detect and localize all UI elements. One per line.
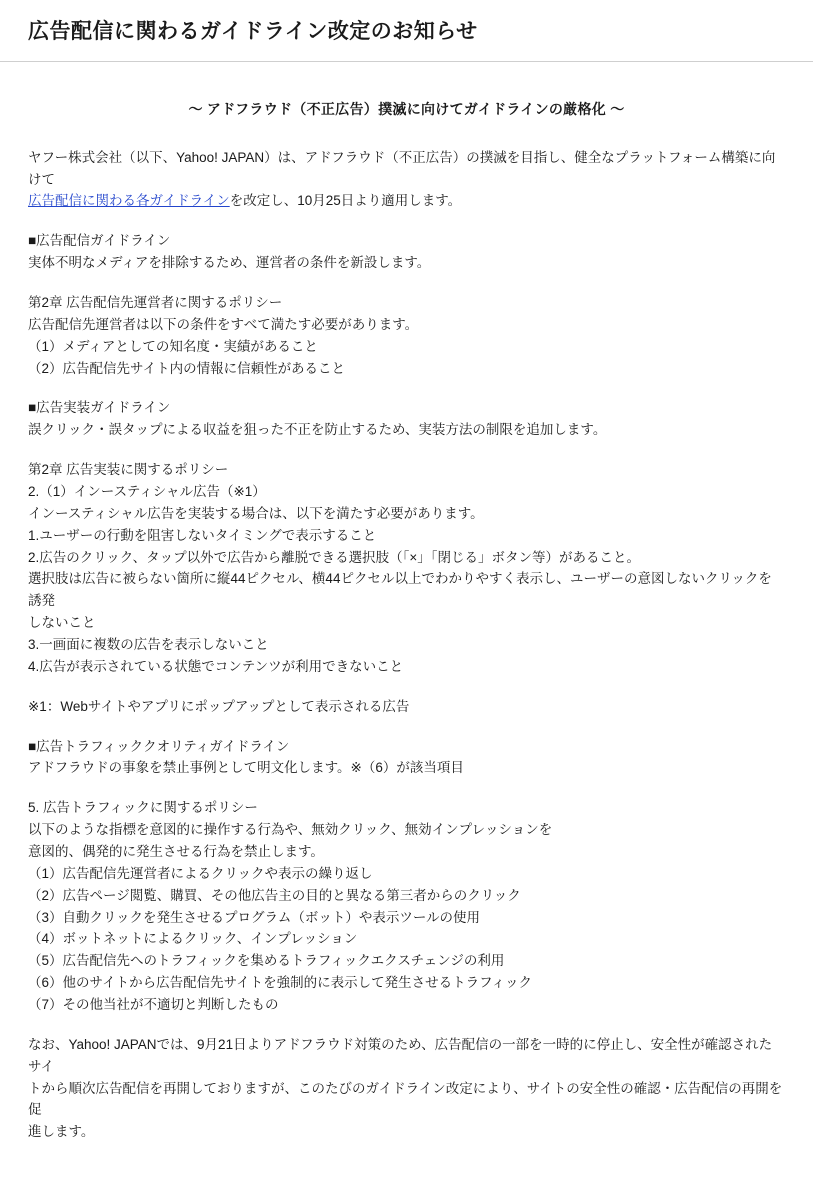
section-line: 広告配信先運営者は以下の条件をすべて満たす必要があります。 xyxy=(28,316,419,332)
section-line: 2.広告のクリック、タップ以外で広告から離脱できる選択肢（「×」「閉じる」ボタン等）があること。 xyxy=(28,549,641,565)
section-line: しないこと xyxy=(28,615,96,631)
section-line: 実体不明なメディアを排除するため、運営者の条件を新設します。 xyxy=(28,255,431,271)
section-heading: ■広告配信ガイドライン xyxy=(28,233,171,249)
section-line: （4）ボットネットによるクリック、インプレッション xyxy=(28,931,358,947)
section-line: 1.ユーザーの行動を阻害しないタイミングで表示すること xyxy=(28,527,377,543)
section-line: 4.広告が表示されている状態でコンテンツが利用できないこと xyxy=(28,658,404,674)
section-heading: 第2章 広告実装に関するポリシー xyxy=(28,462,229,478)
section-heading: 第2章 広告配信先運営者に関するポリシー xyxy=(28,294,283,310)
section-heading: 5. 広告トラフィックに関するポリシー xyxy=(28,800,258,816)
section-line: （2）広告配信先サイト内の情報に信頼性があること xyxy=(28,360,346,376)
section-line: （2）広告ページ閲覧、購買、その他広告主の目的と異なる第三者からのクリック xyxy=(28,887,521,903)
closing-paragraph xyxy=(28,1034,785,1143)
section-line: （1）広告配信先運営者によるクリックや表示の繰り返し xyxy=(28,865,373,881)
document-subtitle: ～ アドフラウド（不正広告）撲滅に向けてガイドラインの厳格化 ～ xyxy=(188,101,625,118)
footnote-interstitial xyxy=(28,696,785,718)
section-traffic-quality-guideline xyxy=(28,736,785,780)
section-line: 2.（1）インースティシャル広告（※1） xyxy=(28,484,266,499)
section-ad-delivery-guideline xyxy=(28,230,785,274)
intro-line-1: ヤフー株式会社（以下、Yahoo! JAPAN）は、アドフラウド（不正広告）の撲滅を目指し、健全なプラットフォーム構築に向けて xyxy=(28,149,776,187)
section-line: 誤クリック・誤タップによる収益を狙った不正を防止するため、実装方法の制限を追加します。 xyxy=(28,422,607,438)
footnote-text: ※1：Webサイトやアプリにポップアップとして表示される広告 xyxy=(28,698,410,714)
document-body xyxy=(0,62,813,1191)
intro-line-2 xyxy=(28,190,785,212)
section-traffic-policy xyxy=(28,797,785,1016)
closing-line: 進します。 xyxy=(28,1124,95,1140)
section-line: （6）他のサイトから広告配信先サイトを強制的に表示して発生させるトラフィック xyxy=(28,975,533,991)
closing-line: トから順次広告配信を再開しておりますが、このたびのガイドライン改定により、サイトの安全性の確認・広告配信の再開を促 xyxy=(28,1080,783,1118)
intro-line-2-tail: を改定し、10月25日より適用します。 xyxy=(229,193,462,209)
section-line: （3）自動クリックを発生させるプログラム（ボット）や表示ツールの使用 xyxy=(28,909,481,925)
section-line: （7）その他当社が不適切と判断したもの xyxy=(28,997,279,1013)
section-ad-implementation-guideline xyxy=(28,397,785,441)
section-heading: ■広告トラフィッククオリティガイドライン xyxy=(28,738,290,754)
section-chapter2-operator-policy xyxy=(28,292,785,379)
section-line: 3.一画面に複数の広告を表示しないこと xyxy=(28,637,269,653)
section-line: 意図的、偶発的に発生させる行為を禁止します。 xyxy=(28,844,324,860)
section-heading: ■広告実装ガイドライン xyxy=(28,400,171,416)
document-header xyxy=(0,0,813,62)
section-line: インースティシャル広告を実装する場合は、以下を満たす必要があります。 xyxy=(28,505,484,521)
section-line: 以下のような指標を意図的に操作する行為や、無効クリック、無効インプレッションを xyxy=(28,822,553,838)
guidelines-link[interactable]: 広告配信に関わる各ガイドライン xyxy=(28,193,230,209)
section-line: アドフラウドの事象を禁止事例として明文化します。※（6）が該当項目 xyxy=(28,760,464,776)
closing-line: なお、Yahoo! JAPANでは、9月21日よりアドフラウド対策のため、広告配信の一部を一時的に停止し、安全性が確認されたサイ xyxy=(28,1036,773,1074)
section-line: （5）広告配信先へのトラフィックを集めるトラフィックエクスチェンジの利用 xyxy=(28,953,505,969)
intro-paragraph xyxy=(28,147,785,213)
page-title: 広告配信に関わるガイドライン改定のお知らせ xyxy=(28,20,478,43)
section-line: （1）メディアとしての知名度・実績があること xyxy=(28,338,318,354)
section-line: 選択肢は広告に被らない箇所に縦44ピクセル、横44ピクセル以上でわかりやすく表示し、ユーザーの意図しないクリックを誘発 xyxy=(28,571,772,609)
section-chapter2-implementation-policy xyxy=(28,459,785,678)
